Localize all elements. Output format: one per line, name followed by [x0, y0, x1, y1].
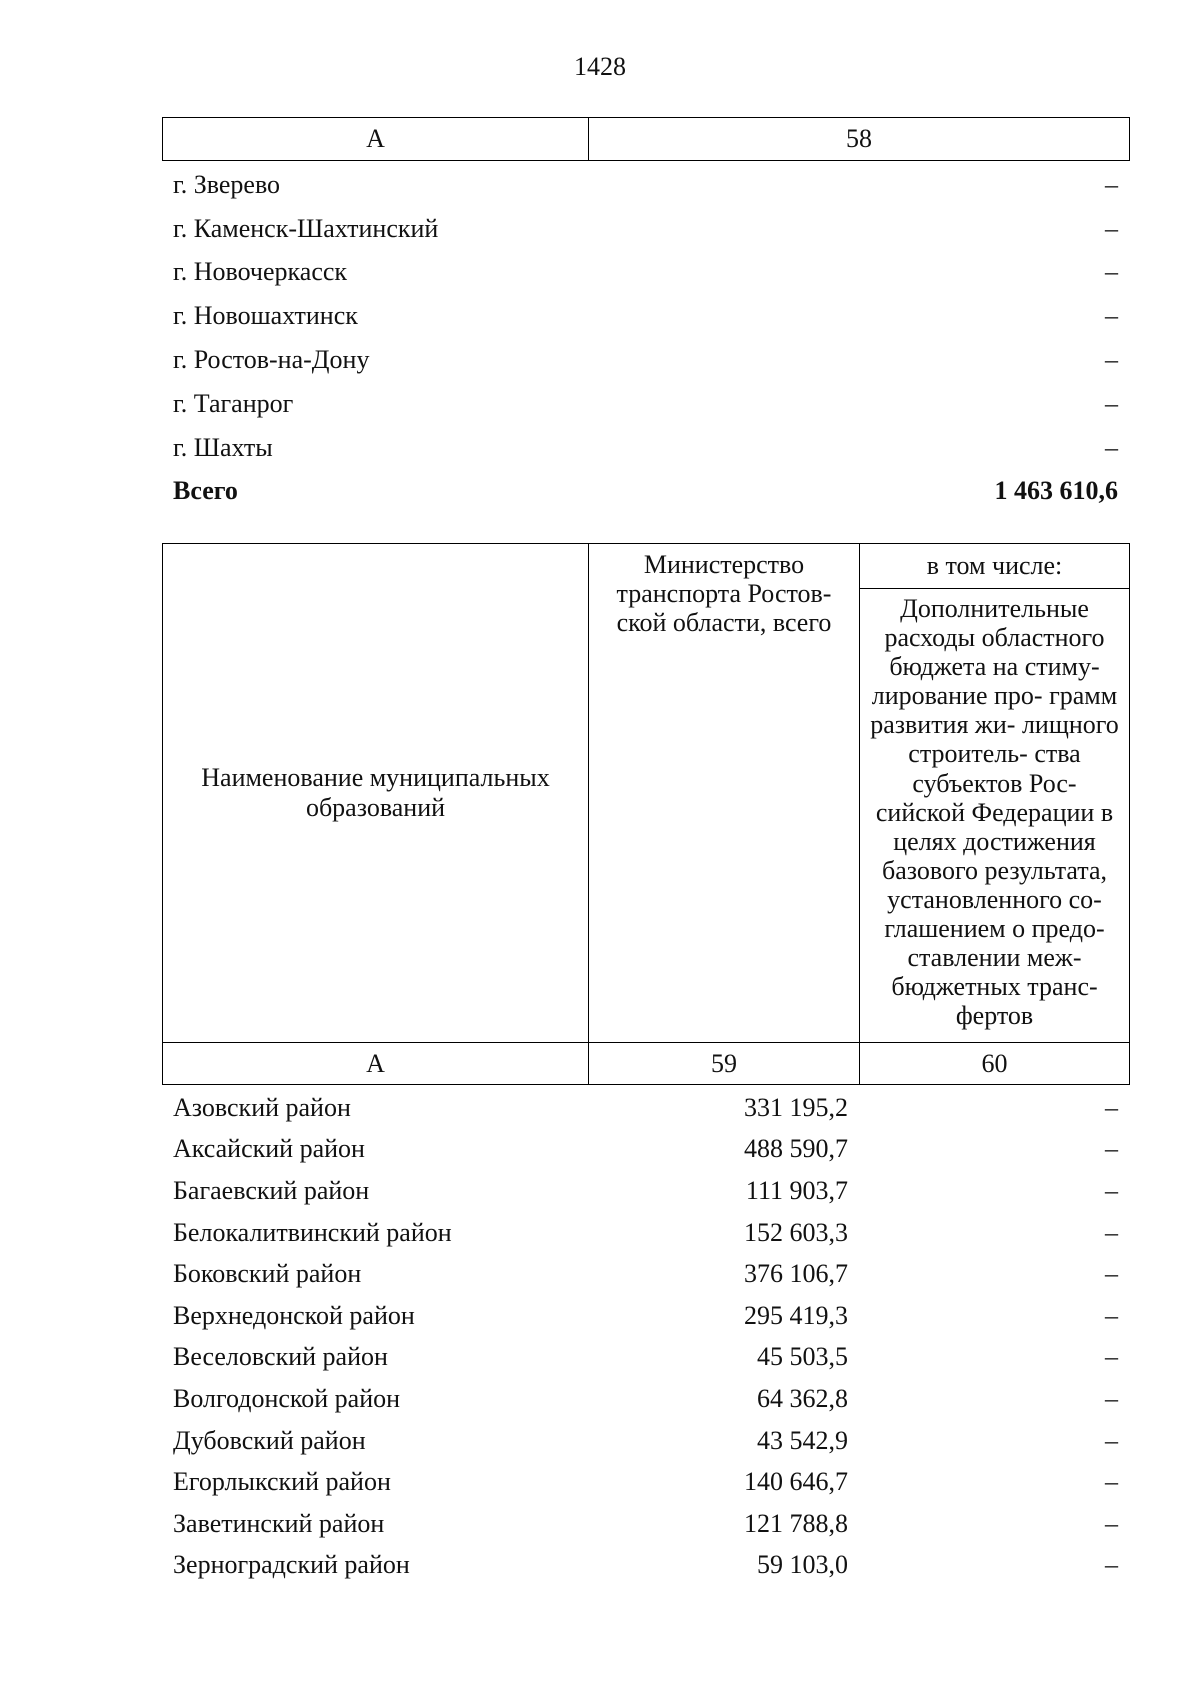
- table-row: [162, 1503, 1130, 1545]
- header-additional-expenses: Дополнительные расходы областного бюджета на стиму- лирование про- грамм развития жи- лищного строитель- ства субъектов Рос- сийской Федерации в целях достижения базового результата, установленного со- глашением о предо- ставлении меж- бюджетных транс- фертов: [870, 594, 1119, 1031]
- row-extra: –: [1105, 1300, 1118, 1330]
- row-total: 152 603,3: [744, 1217, 848, 1247]
- row-name: г. Новошахтинск: [173, 301, 358, 331]
- table-row: [162, 1212, 1130, 1254]
- table-row: [162, 1253, 1130, 1295]
- page-number: 1428: [574, 52, 626, 81]
- table-row: [162, 426, 1130, 470]
- table-row: [162, 1337, 1130, 1379]
- row-total: 43 542,9: [757, 1425, 848, 1455]
- table-row: [162, 338, 1130, 382]
- row-extra: –: [1105, 1508, 1118, 1538]
- table-row: [162, 207, 1130, 251]
- row-name: Заветинский район: [173, 1508, 385, 1538]
- column-number-60: 60: [981, 1049, 1008, 1078]
- column-number-59: 59: [711, 1049, 737, 1078]
- row-name: г. Каменск-Шахтинский: [173, 213, 439, 243]
- row-extra: –: [1105, 1217, 1118, 1247]
- table-row: [162, 251, 1130, 295]
- row-extra: –: [1105, 1550, 1118, 1580]
- table-row: [162, 382, 1130, 426]
- row-total: 64 362,8: [757, 1383, 848, 1413]
- header-including: в том числе:: [926, 551, 1063, 580]
- row-value: –: [1105, 213, 1118, 243]
- row-extra: –: [1105, 1467, 1118, 1497]
- row-value: –: [1105, 345, 1118, 375]
- row-name: Егорлыкский район: [173, 1467, 391, 1497]
- row-total: 331 195,2: [744, 1092, 848, 1122]
- row-name: Верхнедонской район: [173, 1300, 415, 1330]
- table2-header: [162, 543, 1130, 1085]
- row-total: 376 106,7: [744, 1259, 848, 1289]
- table1-header: [162, 117, 1130, 161]
- row-name: г. Ростов-на-Дону: [173, 345, 370, 375]
- table-row: [162, 294, 1130, 338]
- row-name: Веселовский район: [173, 1342, 388, 1372]
- row-extra: –: [1105, 1383, 1118, 1413]
- row-name: Волгодонской район: [173, 1383, 401, 1413]
- row-value: –: [1105, 169, 1118, 199]
- table1-body: [162, 163, 1130, 513]
- row-name: г. Таганрог: [173, 388, 294, 418]
- row-name: Дубовский район: [173, 1425, 366, 1455]
- row-extra: –: [1105, 1425, 1118, 1455]
- row-name: Багаевский район: [173, 1175, 370, 1205]
- header-ministry-total: Министерство транспорта Ростов- ской области, всего: [616, 550, 832, 637]
- table1-header-col-a: А: [163, 118, 589, 160]
- row-value: –: [1105, 432, 1118, 462]
- row-extra: –: [1105, 1134, 1118, 1164]
- row-name: Аксайский район: [173, 1134, 365, 1164]
- table-row: [162, 1129, 1130, 1171]
- row-extra: –: [1105, 1259, 1118, 1289]
- row-total: 295 419,3: [744, 1300, 848, 1330]
- header-municipality-name: Наименование муниципальных образований: [201, 763, 550, 822]
- row-name: Белокалитвинский район: [173, 1217, 452, 1247]
- row-extra: –: [1105, 1092, 1118, 1122]
- row-name: Боковский район: [173, 1259, 362, 1289]
- row-name: г. Шахты: [173, 432, 273, 462]
- row-total: 488 590,7: [744, 1134, 848, 1164]
- row-name: г. Зверево: [173, 169, 281, 199]
- row-name: Зерноградский район: [173, 1550, 410, 1580]
- table-row: [162, 163, 1130, 207]
- table-row: [162, 1295, 1130, 1337]
- row-total: 140 646,7: [744, 1467, 848, 1497]
- table2-body: [162, 1087, 1130, 1586]
- row-name: Азовский район: [173, 1092, 351, 1122]
- table-row: [162, 1378, 1130, 1420]
- row-total: 59 103,0: [757, 1550, 848, 1580]
- row-value: –: [1105, 301, 1118, 331]
- table-row: [162, 1420, 1130, 1462]
- table1-header-col-b: 58: [846, 124, 872, 153]
- row-value: –: [1105, 388, 1118, 418]
- table-row: [162, 1461, 1130, 1503]
- table-row: [162, 1545, 1130, 1587]
- row-total: 121 788,8: [744, 1508, 848, 1538]
- row-extra: –: [1105, 1342, 1118, 1372]
- row-extra: –: [1105, 1175, 1118, 1205]
- table-row: [162, 1170, 1130, 1212]
- row-total: 111 903,7: [745, 1175, 848, 1205]
- row-name: г. Новочеркасск: [173, 257, 348, 287]
- row-value: –: [1105, 257, 1118, 287]
- total-label: Всего: [173, 476, 238, 506]
- row-total: 45 503,5: [757, 1342, 848, 1372]
- table-row: [162, 1087, 1130, 1129]
- total-value: 1 463 610,6: [994, 476, 1118, 506]
- row-divider: [859, 588, 1129, 589]
- total-row: [162, 470, 1130, 514]
- column-number-a: А: [366, 1049, 385, 1078]
